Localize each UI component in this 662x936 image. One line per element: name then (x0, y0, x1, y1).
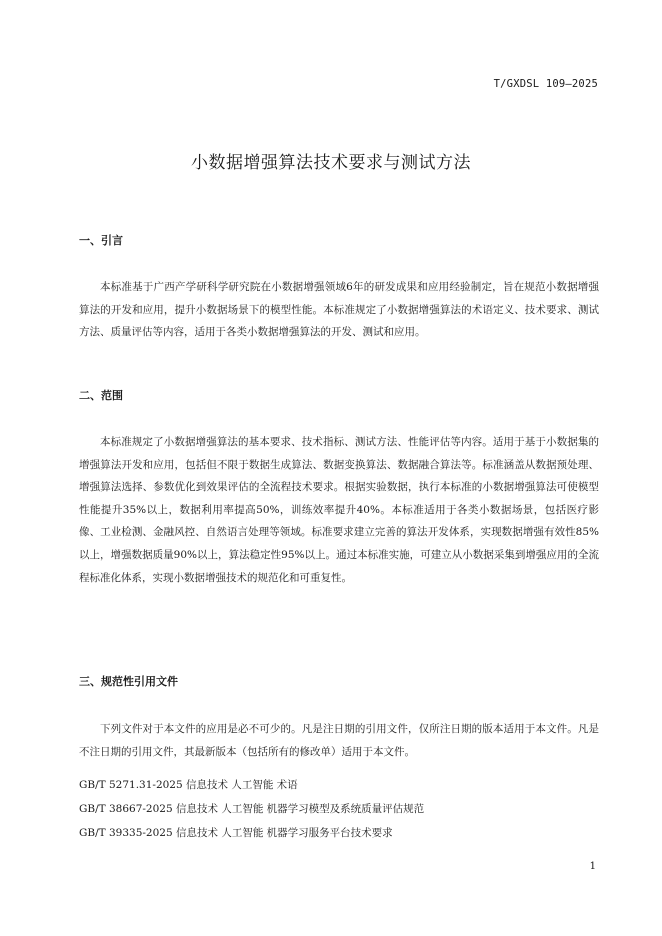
page-number: 1 (589, 861, 596, 872)
normative-references-paragraph: 下列文件对于本文件的应用是必不可少的。凡是注日期的引用文件，仅所注日期的版本适用于本文件。凡是不注日期的引用文件，其最新版本（包括所有的修改单）适用于本文件。 (79, 723, 599, 758)
reference-item: GB/T 38667-2025 信息技术 人工智能 机器学习模型及系统质量评估规范 (79, 803, 425, 815)
reference-item: GB/T 39335-2025 信息技术 人工智能 机器学习服务平台技术要求 (79, 827, 393, 839)
section-heading-introduction: 一、引言 (79, 234, 123, 247)
reference-item: GB/T 5271.31-2025 信息技术 人工智能 术语 (79, 779, 298, 791)
introduction-paragraph: 本标准基于广西产学研科学研究院在小数据增强领域6年的研发成果和应用经验制定，旨在规范小数据增强算法的开发和应用，提升小数据场景下的模型性能。本标准规定了小数据增强算法的术语定义、技术要求、测试方法、质量评估等内容，适用于各类小数据增强算法的开发、测试和应用。 (79, 281, 599, 339)
section-heading-scope: 二、范围 (79, 389, 123, 402)
document-title: 小数据增强算法技术要求与测试方法 (191, 153, 471, 173)
document-code: T/GXDSL 109—2025 (493, 78, 598, 90)
section-heading-normative-references: 三、规范性引用文件 (79, 675, 178, 688)
scope-paragraph: 本标准规定了小数据增强算法的基本要求、技术指标、测试方法、性能评估等内容。适用于基于小数据集的增强算法开发和应用，包括但不限于数据生成算法、数据变换算法、数据融合算法等。标准涵盖从数据预处理、增强算法选择、参数优化到效果评估的全流程技术要求。根据实验数据，执行本标准的小数据增强算法可使模型性能提升35%以上，数据利用率提高50%，训练效率提升40%。本标准适用于各类小数据场景，包括医疗影像、工业检测、金融风控、自然语言处理等领域。标准要求建立完善的算法开发体系，实现数据增强有效性85%以上，增强数据质量90%以上，算法稳定性95%以上。通过本标准实施，可建立从小数据采集到增强应用的全流程标准化体系，实现小数据增强技术的规范化和可重复性。 (79, 436, 599, 584)
